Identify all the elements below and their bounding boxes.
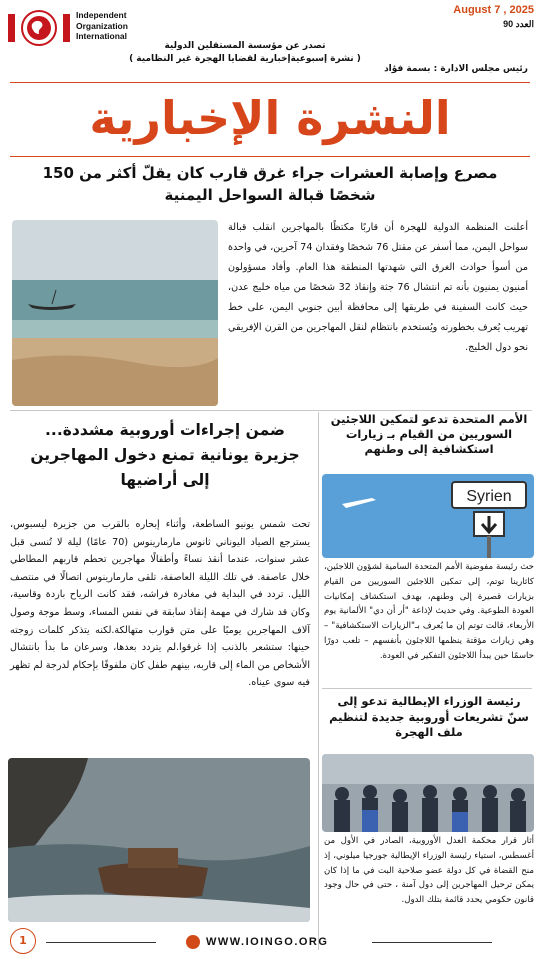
publisher-line — [90, 40, 400, 66]
org-name — [76, 10, 128, 42]
website-link[interactable]: WWW.IOINGO.ORG — [206, 936, 329, 948]
footer-rule-left — [46, 942, 156, 943]
issue-number: العدد 90 — [503, 19, 534, 29]
syria-sign-photo — [322, 474, 534, 558]
sign-label: Syrien — [466, 488, 512, 505]
issue-date: August 7 , 2025 — [453, 4, 534, 16]
page-number: 1 — [10, 928, 36, 954]
lead-body: أعلنت المنظمة الدولية للهجرة أن قاربًا مكتظًا بالمهاجرين انقلب قبالة سواحل اليمن، مما أسفر عن مقتل 76 شخصًا وفقدان 74 آخرين، في واحدة من أسوأ حوادث الغرق التي شهدتها المنطقة هذا العام. وأفاد مسؤولون أمنيون يمنيون بأنه تم انتشال 76 جثة وإنقاذ 32 شخصًا من مياه خليج عدن، حيث كانت السفينة في طريقها إلى محافظة أبين جنوبي اليمن، على خط تهريب يُعرف بخطورته ويُستخدم بانتظام لنقل المهاجرين من القرن الإفريقي نحو دول الخليج. — [228, 222, 528, 353]
greek-headline: ضمن إجراءات أوروبية مشددة... جزيرة يونانية تمنع دخول المهاجرين إلى أراضيها — [30, 421, 300, 489]
footer-rule-right — [372, 942, 492, 943]
un-body: حث رئيسة مفوضية الأمم المتحدة السامية لشؤون اللاجئين، كاثارينا توتم، إلى تمكين اللاجئين السوريين من القيام بزيارات قصيرة إلى وطنهم، بهدف استكشاف إمكانيات العودة الطوعية. وفي حديث لإذاعة "أر أن دي" الألمانية يوم الأربعاء، قالت توتم إن ما يُعرف بـ"الزيارات الاستكشافية" – وهي زيارات مؤقتة ينظمها اللاجئون بأنفسهم – تلعب دورًا حاسمًا حين يبدأ اللاجئون التفكير في العودة. — [324, 562, 534, 661]
wreck-photo — [8, 758, 310, 922]
right-column-divider — [322, 688, 532, 689]
masthead-rule — [10, 156, 530, 157]
org-name-line3: International — [76, 31, 128, 41]
greek-body: تحت شمس يونيو الساطعة، وأثناء إبحاره بالقرب من جزيرة ليسبوس، يسترجع الصياد اليوناني ثانوس مارمارينوس (70 عامًا) ليلة لا تُنسى قبل عشر سنوات، عندما أنقذ نساءً وأطفالًا مهاجرين تحطم قاربهم المطاطي خلال عاصفة. في تلك الليلة العاصفة، تلقى مارمارينوس اتصالًا في منتصف الليل. تردد في البداية في مغادرة فراشه، فقد كانت الرياح باردة وقاسية، وكان قد شارك في مهمة إنقاذ سابقة في نفس المساء، وسط موجة وصول آلاف المهاجرين يوميًا على متن قوارب متهالكة.لكنه يتذكر كلمات زوجته حينها: ستشعر بالذنب إذا غرقوا.لم يتردد بعدها، وسرعان ما بدأ بانتشال الأشخاص من الماء إلى قاربه، بينهم طفل كان ملفوفًا بإحكام لدرجة لم تظهر فيه سوى عيناه. — [10, 519, 310, 689]
header-rule — [10, 82, 530, 83]
crowd-photo — [322, 754, 534, 832]
chairperson: رئيس مجلس الادارة : بسمة فؤاد — [384, 64, 528, 74]
italy-headline: رئيسة الوزراء الإيطالية تدعو إلى سنّ تشريعات أوروبية جديدة لتنظيم ملف الهجرة — [329, 694, 529, 739]
publisher-line2: ( نشرة إسبوعيةإخبارية لقضايا الهجرة غير النظامية ) — [129, 54, 361, 64]
un-headline: الأمم المتحدة تدعو لتمكين اللاجئين السوريين من القيام بـ زيارات استكشافية إلى وطنهم — [330, 412, 528, 456]
lead-headline: مصرع وإصابة العشرات جراء غرق قارب كان يقلّ أكثر من 150 شخصًا قبالة السواحل اليمنية — [42, 164, 498, 204]
publisher-line1: تصدر عن مؤسسة المستقلين الدولية — [164, 41, 326, 51]
column-divider — [318, 412, 319, 950]
boat-photo — [12, 220, 218, 406]
ioi-logo — [6, 8, 72, 48]
org-name-line1: Independent — [76, 10, 127, 20]
masthead-title: النشرة الإخبارية — [89, 91, 451, 145]
italy-body: أثار قرار محكمة العدل الأوروبية، الصادر في الأول من أغسطس، استياء رئيسة الوزراء الإيطالية جورجيا ميلوني، إذ منح القضاة في كل دولة عضو صلاحية البت في ما إذا كان يمكن ترحيل المهاجرين إلى دول آمنة ، حتى في حال وجود قانون حكومي يحدد قائمة بتلك الدول. — [324, 836, 534, 906]
section-divider — [10, 410, 532, 411]
org-name-line2: Organization — [76, 20, 128, 31]
globe-icon — [186, 935, 200, 949]
